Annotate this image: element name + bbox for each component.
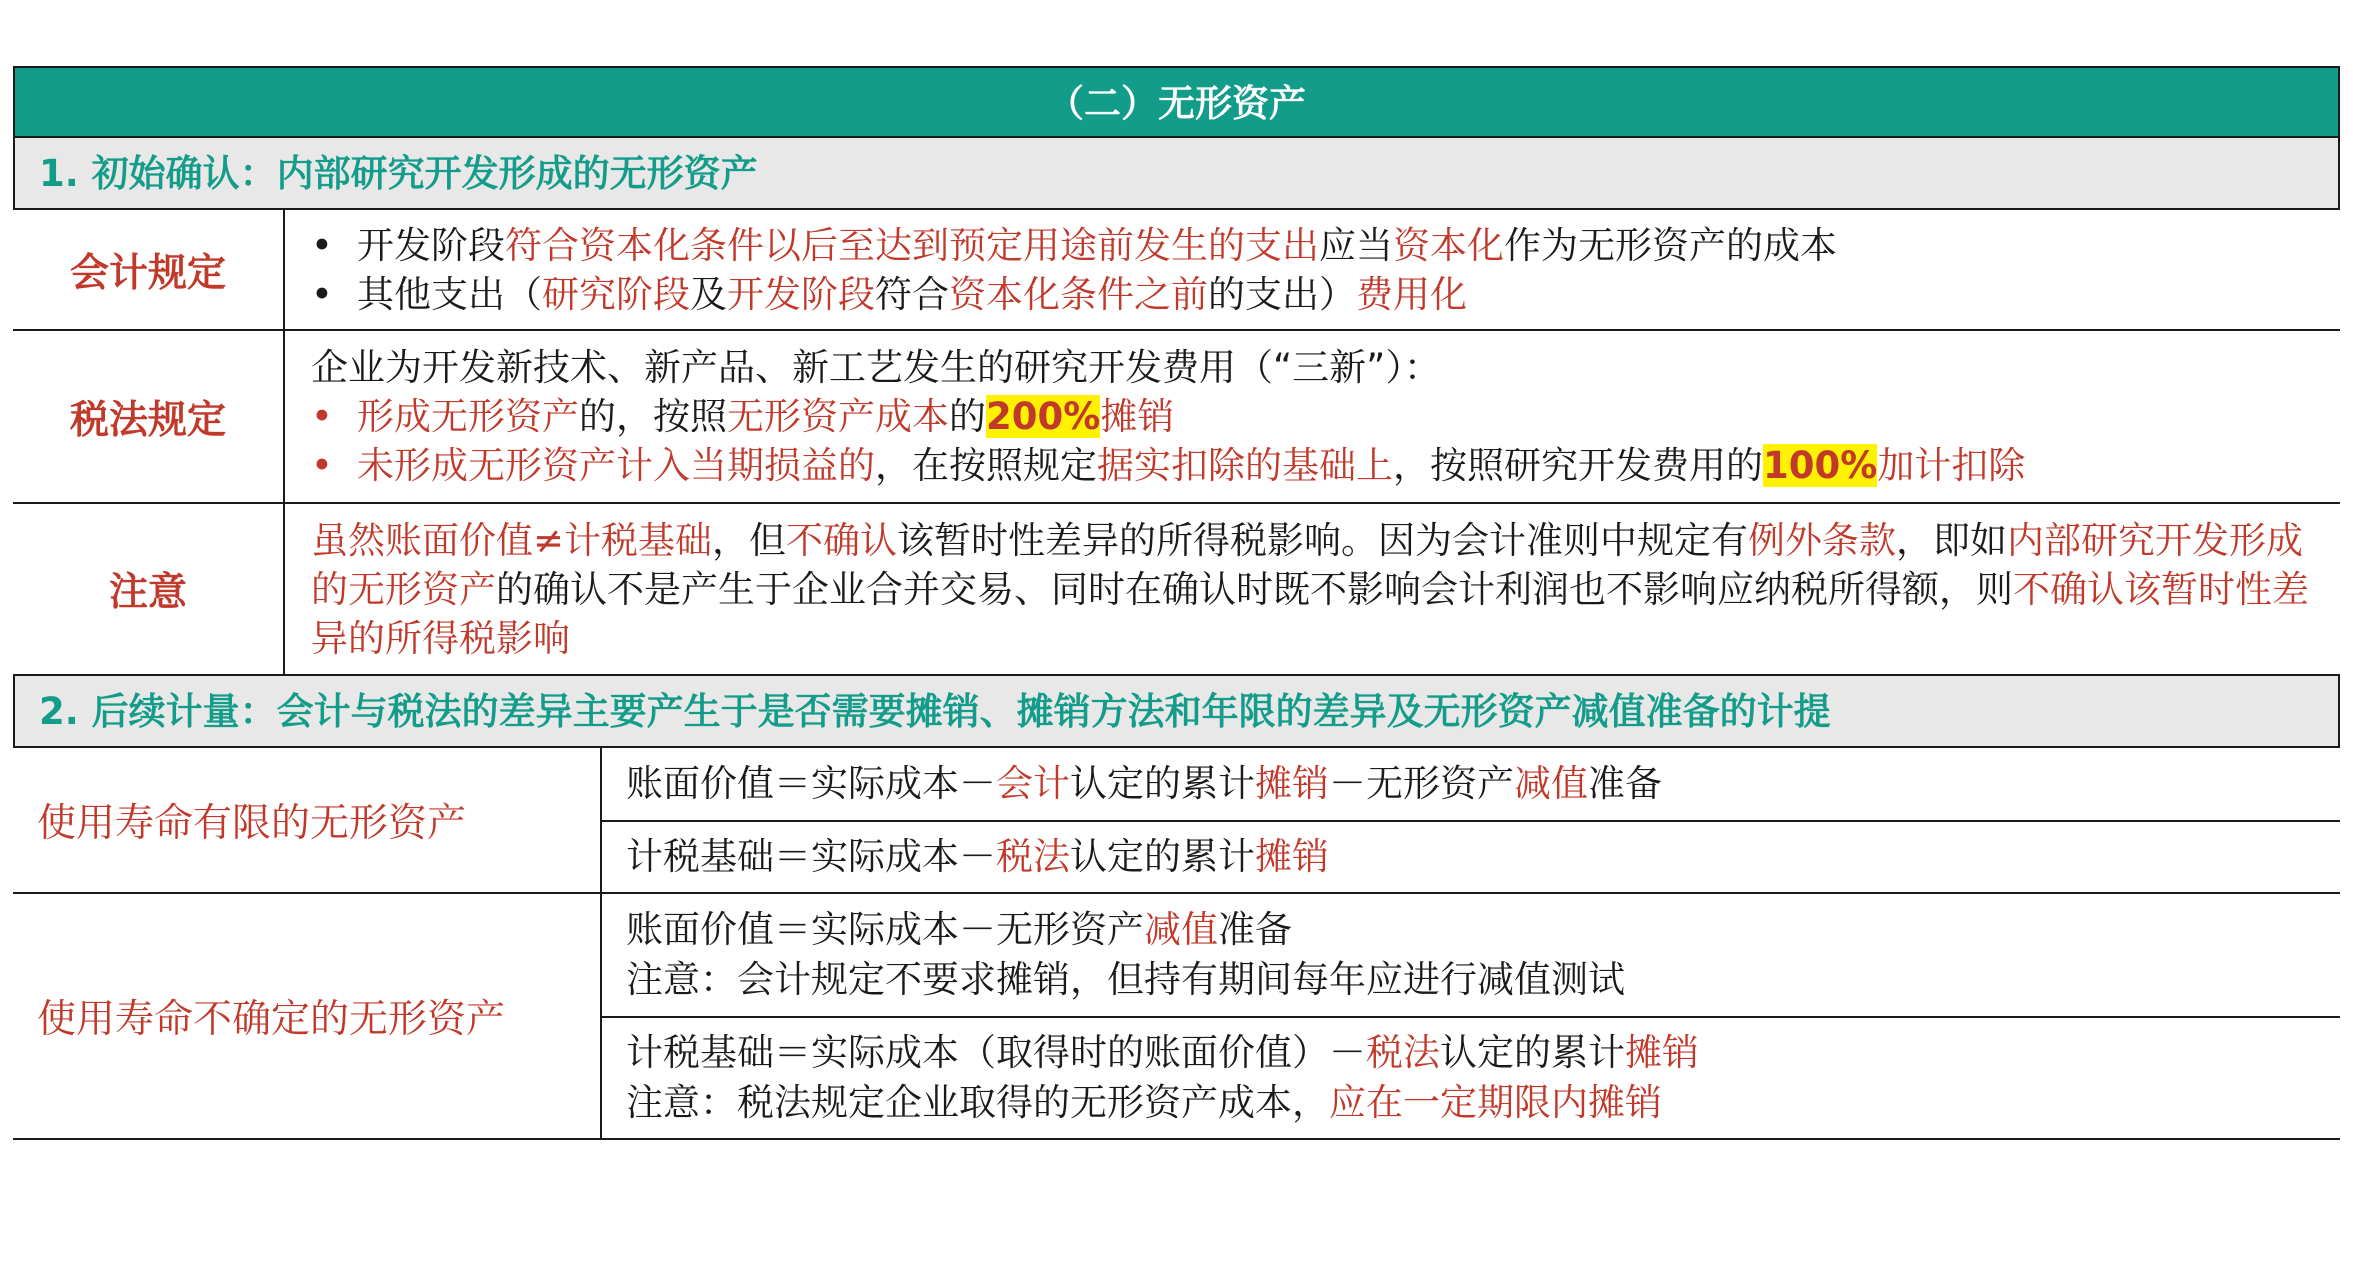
text-line — [311, 221, 2314, 270]
row-content-tax — [285, 331, 2340, 504]
section2-heading: 2. 后续计量：会计与税法的差异主要产生于是否需要摊销、摊销方法和年限的差异及无形资产减值准备的计提 — [13, 676, 2340, 748]
text-run: 符合 — [875, 272, 949, 316]
text-line — [626, 955, 2316, 1005]
emphasis-run: 不确认 — [786, 518, 898, 562]
text-run: ，但 — [712, 518, 787, 562]
indefinite-tax-basis — [602, 1016, 2340, 1138]
text-line — [626, 1078, 2316, 1128]
emphasis-run: 据实扣除的基础上 — [1097, 444, 1393, 487]
emphasis-run: 不确认该暂时性差异的所得税影响 — [311, 567, 2309, 660]
text-line — [626, 759, 2316, 809]
text-run: ，即如 — [1896, 518, 2008, 562]
text-run: 账面价值＝实际成本－无形资产 — [626, 908, 1144, 951]
emphasis-run: 资本化 — [1393, 223, 1504, 267]
group-label-finite: 使用寿命有限的无形资产 — [13, 748, 602, 894]
table-title: （二）无形资产 — [13, 66, 2340, 138]
text-line — [311, 441, 2314, 490]
group-label-indefinite: 使用寿命不确定的无形资产 — [13, 894, 602, 1140]
emphasis-run: 会计 — [996, 762, 1070, 805]
emphasis-run: 无形资产成本 — [727, 395, 949, 438]
row-label-note: 注意 — [13, 504, 285, 676]
emphasis-run: 100% — [1763, 444, 1878, 487]
emphasis-run: 符合资本化条件以后至达到预定用途前发生的支出 — [505, 223, 1319, 267]
text-run: 注意：会计规定不要求摊销，但持有期间每年应进行减值测试 — [626, 958, 1625, 1001]
row-content-note — [285, 504, 2340, 676]
text-run: 认定的累计 — [1440, 1031, 1625, 1074]
emphasis-run: 加计扣除 — [1877, 444, 2026, 487]
text-run: 企业为开发新技术、新产品、新工艺发生的研究开发费用（“三新”）： — [311, 346, 1441, 389]
text-line — [626, 1028, 2316, 1078]
text-line — [626, 832, 2316, 882]
text-run: 的确认不是产生于企业合并交易、同时在确认时既不影响会计利润也不影响应纳税所得额，则 — [496, 567, 2013, 611]
text-line — [626, 905, 2316, 955]
text-run: 的，按照 — [579, 395, 727, 438]
text-run: 该暂时性差异的所得税影响。因为会计准则中规定有 — [897, 518, 1749, 562]
text-run: 注意：税法规定企业取得的无形资产成本， — [626, 1081, 1329, 1124]
emphasis-run: 费用化 — [1356, 272, 1467, 316]
emphasis-run: 内部研究开发形成的无形资产 — [311, 518, 2304, 611]
text-run: 账面价值＝实际成本－ — [626, 762, 996, 805]
section1-grid — [13, 210, 2340, 676]
emphasis-run: 减值 — [1514, 762, 1588, 805]
text-run: 作为无形资产的成本 — [1504, 223, 1837, 267]
emphasis-run: 200% — [986, 395, 1101, 438]
text-run: 应当 — [1319, 223, 1393, 267]
bullet-icon: • — [311, 272, 333, 316]
row-content-accounting — [285, 210, 2340, 331]
text-run: 的 — [949, 395, 986, 438]
intangible-assets-table — [13, 66, 2340, 1140]
text-line — [311, 392, 2314, 441]
text-run: ，按照研究开发费用的 — [1393, 444, 1763, 487]
emphasis-run: 未形成无形资产计入当期损益的 — [357, 444, 875, 487]
finite-tax-basis — [602, 820, 2340, 892]
row-label-accounting: 会计规定 — [13, 210, 285, 331]
bullet-icon: • — [311, 444, 333, 487]
emphasis-run: 例外条款 — [1748, 518, 1897, 562]
emphasis-run: 开发阶段 — [727, 272, 875, 316]
emphasis-run: 税法 — [1366, 1031, 1440, 1074]
text-run: 准备 — [1218, 908, 1292, 951]
emphasis-run: 资本化条件之前 — [949, 272, 1208, 316]
emphasis-run: 形成无形资产 — [357, 395, 579, 438]
text-run: 计税基础＝实际成本（取得时的账面价值）－ — [626, 1031, 1366, 1074]
group-cells-indefinite — [602, 894, 2340, 1140]
text-run: ，在按照规定 — [875, 444, 1097, 487]
emphasis-run: 摊销 — [1100, 395, 1175, 438]
emphasis-run: 摊销 — [1255, 762, 1329, 805]
text-line — [311, 516, 2314, 663]
emphasis-run: 摊销 — [1625, 1031, 1699, 1074]
text-line — [311, 270, 2314, 319]
text-run: 及 — [690, 272, 727, 316]
text-run: 其他支出（ — [357, 272, 542, 316]
emphasis-run: 摊销 — [1255, 835, 1329, 878]
section2-grid — [13, 748, 2340, 1140]
text-run: 准备 — [1588, 762, 1662, 805]
emphasis-run: 税法 — [996, 835, 1070, 878]
text-run: 认定的累计 — [1070, 835, 1255, 878]
emphasis-run: 虽然账面价值≠计税基础 — [311, 518, 713, 562]
text-run: －无形资产 — [1329, 762, 1514, 805]
emphasis-run: 减值 — [1144, 908, 1218, 951]
section1-heading: 1. 初始确认：内部研究开发形成的无形资产 — [13, 138, 2340, 210]
row-label-tax: 税法规定 — [13, 331, 285, 504]
emphasis-run: 研究阶段 — [542, 272, 690, 316]
text-run: 认定的累计 — [1070, 762, 1255, 805]
emphasis-run: 应在一定期限内摊销 — [1329, 1081, 1662, 1124]
group-cells-finite — [602, 748, 2340, 894]
text-run: 计税基础＝实际成本－ — [626, 835, 996, 878]
finite-book-value — [602, 748, 2340, 820]
text-line — [311, 343, 2314, 392]
text-run: 的支出） — [1208, 272, 1356, 316]
bullet-icon: • — [311, 223, 333, 267]
text-run: 开发阶段 — [357, 223, 505, 267]
indefinite-book-value — [602, 894, 2340, 1016]
bullet-icon: • — [311, 395, 333, 438]
